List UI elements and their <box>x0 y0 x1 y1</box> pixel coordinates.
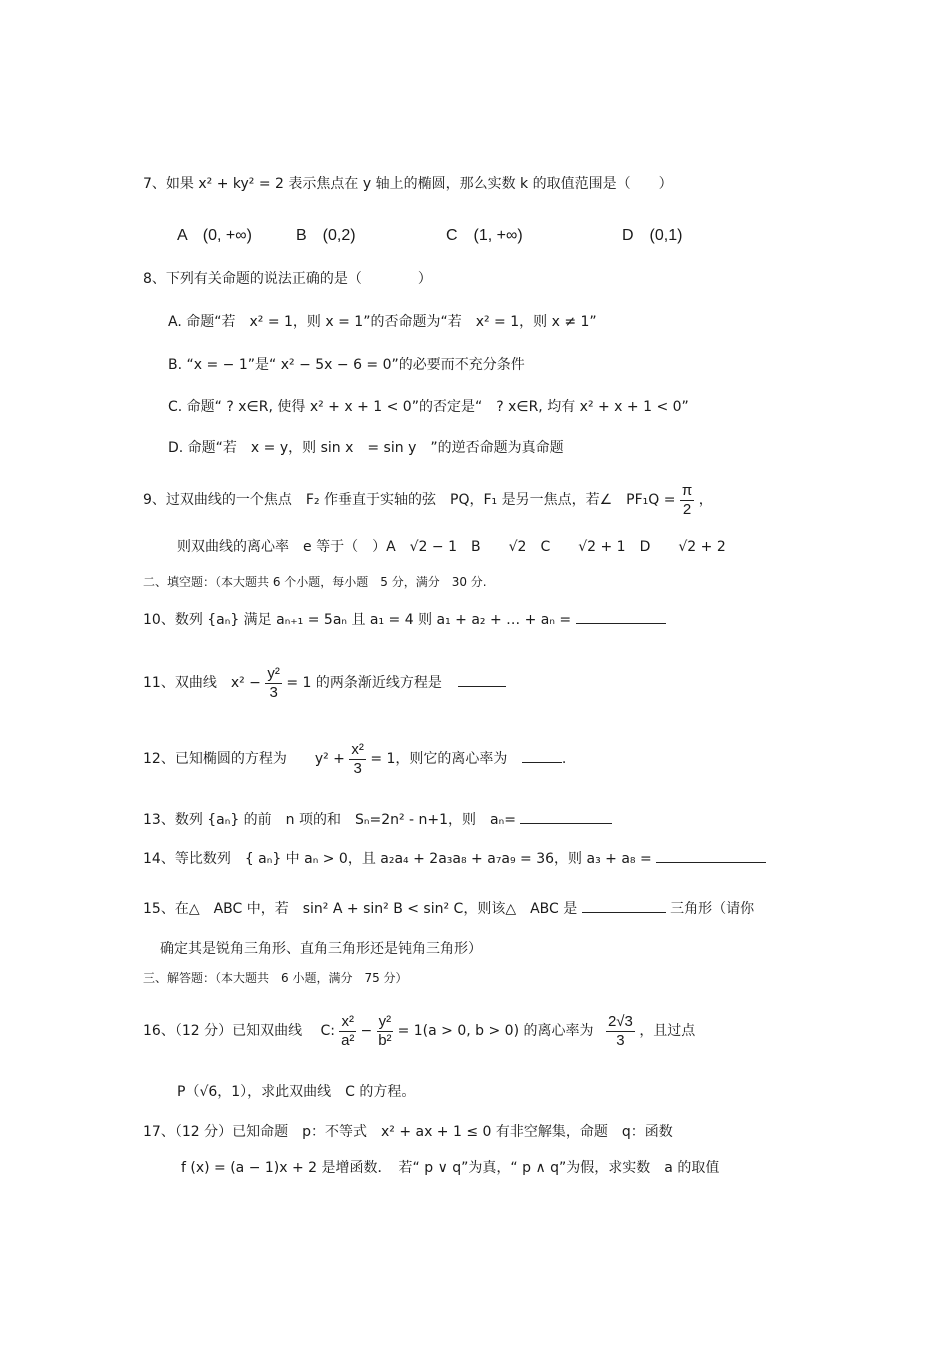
q16-line1 <box>143 1008 695 1054</box>
q7-option-d: D (0,1) <box>622 227 683 244</box>
q8-option-d: D. 命题“若 x = y，则 sin x = sin y ”的逆否命题为真命题 <box>168 440 564 456</box>
q8-option-a: A. 命题“若 x² = 1，则 x = 1”的否命题为“若 x² = 1，则 x ≠ 1” <box>168 314 597 330</box>
q13 <box>143 809 612 830</box>
q12-fraction <box>349 741 366 778</box>
q9-stem-a: 9、过双曲线的一个焦点 F₂ 作垂直于实轴的弦 PQ，F₁ 是另一焦点，若∠ PF₁Q = <box>143 492 676 508</box>
q14-text: 14、等比数列 { aₙ} 中 aₙ > 0，且 a₂a₄ + 2a₃a₈ + a₇a₉ = 36，则 a₃ + a₈ = <box>143 851 652 867</box>
q16-f1-den: a² <box>341 1031 355 1049</box>
q10-answer-blank[interactable] <box>576 609 666 624</box>
q12-den: 3 <box>353 759 362 777</box>
q16-f3-den: 3 <box>616 1031 625 1049</box>
q16-f1-num: x² <box>341 1012 354 1030</box>
q9-stem <box>143 478 713 522</box>
q8-option-c: C. 命题“ ? x∈R, 使得 x² + x + 1 < 0”的否定是“ ? x∈R, 均有 x² + x + 1 < 0” <box>168 399 689 415</box>
q9-fraction <box>680 482 694 519</box>
q11-a: 11、双曲线 x² − <box>143 675 261 691</box>
q16-frac-1 <box>339 1013 356 1050</box>
q10 <box>143 609 666 630</box>
q12-answer-blank[interactable] <box>522 748 562 763</box>
q15-line2: 确定其是锐角三角形、直角三角形还是钝角三角形） <box>160 941 482 957</box>
q7-option-c: C (1, +∞) <box>446 227 523 244</box>
q15-line1 <box>143 898 754 919</box>
q15-answer-blank[interactable] <box>582 898 666 913</box>
q12-b: = 1，则它的离心率为 <box>370 751 508 767</box>
q17-line2: f (x) = (a − 1)x + 2 是增函数． 若“ p ∨ q”为真，“ p ∧ q”为假，求实数 a 的取值 <box>181 1160 720 1176</box>
q16-f2-den: b² <box>378 1031 392 1049</box>
q12 <box>143 736 566 782</box>
q9-frac-num: π <box>681 481 693 499</box>
q16-frac-3 <box>606 1013 635 1050</box>
q10-text: 10、数列 {aₙ} 满足 aₙ₊₁ = 5aₙ 且 a₁ = 4 则 a₁ + a₂ + … + aₙ = <box>143 612 572 628</box>
q11-b: = 1 的两条渐近线方程是 <box>286 675 442 691</box>
q16-frac-2 <box>377 1013 394 1050</box>
q11-fraction <box>265 665 282 702</box>
q7-option-b: B (0,2) <box>296 227 356 244</box>
q9-frac-den: 2 <box>682 500 692 518</box>
q16-minus: − <box>360 1023 373 1039</box>
q12-end: . <box>561 751 567 767</box>
q15-tail: 三角形（请你 <box>670 901 755 917</box>
section-2-heading: 二、填空题：（本大题共 6 个小题，每小题 5 分，满分 30 分. <box>143 575 487 589</box>
q12-num: x² <box>351 740 364 758</box>
q7-stem: 7、如果 x² + ky² = 2 表示焦点在 y 轴上的椭圆，那么实数 k 的取值范围是（ ） <box>143 176 673 192</box>
q8-option-b: B. “x = − 1”是“ x² − 5x − 6 = 0”的必要而不充分条件 <box>168 357 525 373</box>
q13-answer-blank[interactable] <box>520 809 612 824</box>
q9-options: 则双曲线的离心率 e 等于（ ）A √2 − 1 B √2 C √2 + 1 D √2 + 2 <box>177 539 726 555</box>
q11-answer-blank[interactable] <box>458 672 506 687</box>
q16-f3-num: 2√3 <box>607 1012 633 1030</box>
q14 <box>143 848 766 869</box>
q11-den: 3 <box>269 683 278 701</box>
q16-c: ，且过点 <box>639 1023 696 1039</box>
q9-stem-b: ， <box>698 492 713 508</box>
section-3-heading: 三、解答题：（本大题共 6 小题，满分 75 分） <box>143 971 408 985</box>
q17-line1: 17、（12 分）已知命题 p：不等式 x² + ax + 1 ≤ 0 有非空解集，命题 q：函数 <box>143 1124 673 1140</box>
q12-a: 12、已知椭圆的方程为 y² + <box>143 751 345 767</box>
q14-answer-blank[interactable] <box>656 848 766 863</box>
q16-f2-num: y² <box>378 1012 392 1030</box>
q16-b: = 1(a > 0, b > 0) 的离心率为 <box>397 1023 594 1039</box>
q15-text: 15、在△ ABC 中，若 sin² A + sin² B < sin² C，则该△ ABC 是 <box>143 901 578 917</box>
q11 <box>143 660 506 706</box>
q7-option-a: A (0, +∞) <box>177 227 252 244</box>
q16-line2: P（√6，1），求此双曲线 C 的方程。 <box>177 1084 416 1100</box>
q8-stem: 8、下列有关命题的说法正确的是（ ） <box>143 271 432 287</box>
q13-text: 13、数列 {aₙ} 的前 n 项的和 Sₙ=2n² - n+1，则 aₙ= <box>143 812 516 828</box>
q16-a: 16、（12 分）已知双曲线 C: <box>143 1023 336 1039</box>
q11-num: y² <box>267 664 280 682</box>
